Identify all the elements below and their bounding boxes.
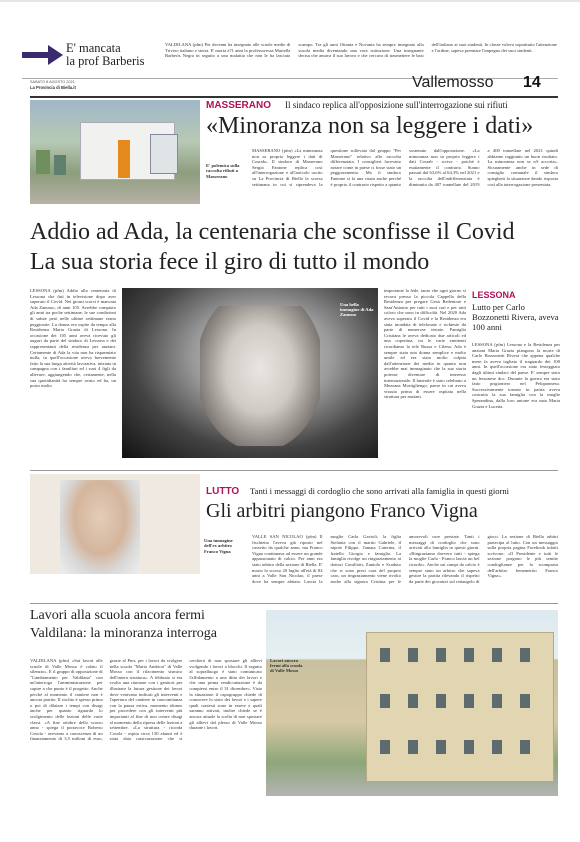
worker-figure (118, 140, 130, 178)
window (407, 693, 419, 709)
article-body: MASSERANO (pfm) «La minoranza non sa proprio leggere i dati di Cosrab». Il sindaco di Masserano Sergio Fantone replica così all'interrogazione e all'articolo uscito su La Provincia di Biella la scorsa settimana in cui si riprendeva la questione sollevata dal gruppo "Per Masserano" relativo alla raccolta differenziata. I consiglieri facevano notare come in paese ci fosse stato un peggioramento. Ma il sindaco Fantone si fa una risata anche perché è proprio il contrario rispetto a quanto sostenuto dall'opposizione. «La minoranza non sa proprio leggere i dati Cosrab - scrive - poiché è esattamente il contrario. Siamo passati dal 63,6% al 64,3% nel 2021 e la raccolta dell'indifferenziata è diminuita da 407 tonnellate del 2019 a 400 tonnellate nel 2021 quindi abbiamo raggiunto un buon risultato. La minoranza non se n'è accorta». Sicuramente anche in sede di consiglio comunale il sindaco spiegherà la situazione dando risposta così alla interrogazione presentata. (252, 148, 558, 187)
portrait-face (200, 306, 320, 446)
window (491, 647, 503, 663)
window (407, 647, 419, 663)
article-body: importante la fede, tanto che ogni giorno si recava presso la piccola Cappella della Residenza per pregare Gesù Redentore e Sant'Antonio per tutti i suoi cari e per tutti coloro che sono in difficoltà. Nel 2020 Ada aveva superato il Covid e la Residenza era stata inondata di telefonate e richieste da parte di numerose testate. Famiglia Cristiana le aveva dedicato due articoli ed una copertina, tra le varie emittenti ricordiamo la tele Russa e Cilena. Ada è sempre stata una donna semplice e molto umile ed era stata molto colpita dall'attenzione dei media in quanto non avrebbe mai immaginato che la sua storia potesse diventare di interesse internazionale. Il funerale è stato celebrato a Mezzana Mortigliengo, paese in cui aveva vissuto prima di essere ospitata nella struttura per anziani. (384, 288, 466, 400)
article-headline-line2[interactable]: Valdilana: la minoranza interroga (30, 626, 217, 641)
referee-portrait (60, 480, 140, 574)
window (435, 647, 447, 663)
photo-caption: Lavori ancora fermi alla scuola di Valle Mosso (270, 658, 303, 674)
waste-bin (36, 150, 50, 174)
article-headline[interactable]: Gli arbitri piangono Franco Vigna (206, 500, 478, 522)
article-body: VALLE SAN NICOLAO (pfm) Il fischietto l'aveva già riposto nel cassetto da qualche anno, ma Franco Vigna continuava ad essere un grande appassionato di calcio. Per anni era stato arbitro della sezione di Biella. E' morto lo scorso 20 luglio all'età di 84 anni a Valle San Nicolao, il paese dove ha sempre abitato. Lascia la moglie Carla Gavioli, la figlia Stefania con il marito Gabriele, il nipote Filippo, l'amata Caterina, il fratello Giorgio e famiglia. La famiglia rivolge un ringraziamento ai dottori Cavallotti, Zaniolo e Scaduto che si sono presi cura del proprio caro, un ringraziamento viene rivolto anche alla signora Cristina per le amorevoli cure prestate. Tanti i messaggi di cordoglio che sono arrivati alla famiglia in questi giorni. «Ringraziamo davvero tutti - spiega la moglie Carla - Franco lascia un bel ricordo». Anche sui campi da calcio è sempre stato un arbitro che sapeva gestire la partita rilevando il rispetto da parte dei giocatori sul rettangolo di gioco. La sezione di Biella arbitri partecipa al lutto. Con un messaggio sulla propria pagina Facebook infatti scrivono: «Il Presidente e tutti le sezione porgono le più sentite condoglianze per la scomparsa dell'arbitro benemerito Franco Vigna». (252, 534, 558, 584)
newspaper-name: La Provincia di Biella.it (30, 85, 76, 90)
page-number: 14 (523, 74, 541, 91)
photo-caption: Una immagine dell'ex arbitro Franco Vigna (204, 538, 233, 554)
window (407, 739, 419, 755)
window (519, 739, 531, 755)
arrow-right-icon (22, 44, 64, 66)
article-kicker: LESSONA (472, 290, 516, 300)
window (463, 693, 475, 709)
article-subhead[interactable]: Lutto per Carlo Bozzonetti Rivera, aveva 100 anni (472, 302, 559, 332)
section-title: Vallemosso (412, 74, 494, 91)
window (491, 693, 503, 709)
article-headline[interactable]: Addio ad Ada, la centenaria che sconfisse il Covid (30, 219, 515, 245)
waste-bin (54, 155, 66, 175)
divider (30, 470, 558, 471)
window (435, 693, 447, 709)
top-rule (0, 0, 580, 2)
window (519, 647, 531, 663)
article-body: LESSONA (pfm) Addio alla centenaria di Lessona che finì in televisione dopo aver superato il Covid. Nei giorni scorsi è mancata Ada Zanusso, di anni 105. Avrebbe compiuto gli anni tra poche settimane, le sue condizioni di salute però nelle ultime settimane erano peggiorate. La donna era ospite da tempo alla Residenza Maria Grazia di Lessona. In occasione dei 105 anni aveva ricevuto gli auguri da parte del sindaco di Lessona e dei rappresentanti della residenza per anziani. Certamente di Ada la vita non ha risparmiato nulla, in quell'occasione aveva brevemente fatto la sua lunga attività lavorativa, iniziata in campagna con i familiari ed i suoi 4 figli da allevare, aggiungendo che, certamente, nella sua quotidianità ha sempre avuto ed ha, un posto molto (30, 288, 116, 389)
truck-cab (150, 134, 178, 174)
article-subhead: Il sindaco replica all'opposizione sull'interrogazione sui rifiuti (285, 100, 508, 110)
window (463, 739, 475, 755)
photo-caption: E' polemica sulla raccolta rifiuti a Masserano (206, 163, 240, 179)
photo-caption: Una bella immagine di Ada Zanusso (340, 302, 374, 318)
teaser-text: VALDILANA (pfm) Per decenni ha insegnato alle scuole medie di Trivero italiano e storia. E' morta a71 anni la professoressa Mariella Barberis Negra in seguito a una malattia che non le ha lasciato scampo. Tra gli anni Ottanta e Novanta ha sempre insegnato alla scuola media diventando una vera istituzione. Una insegnante decisa che amava il suo lavoro e che cercava di trasmettere le basi dell'italiano ai suoi studenti. In classe voleva soprattutto l'attenzione e l'ordine, sapeva premiare l'impegno dei suoi studenti. (165, 42, 557, 59)
issue-date: SABATO 8 AGOSTO 2021 (30, 80, 75, 84)
window (379, 693, 391, 709)
window (379, 647, 391, 663)
teaser-title[interactable] (66, 42, 144, 68)
article-headline[interactable]: «Minoranza non sa leggere i dati» (206, 113, 534, 139)
teaser-title-line2: la prof Barberis (66, 54, 145, 68)
window (435, 739, 447, 755)
window (379, 739, 391, 755)
window (463, 647, 475, 663)
teaser-title-line1: E' mancata (66, 41, 121, 55)
divider (30, 603, 558, 604)
window (519, 693, 531, 709)
article-subhead: Tanti i messaggi di cordoglio che sono arrivati alla famiglia in questi giorni (250, 486, 510, 496)
article-body: VALDILANA (pfm) «Sui lavori alle scuole di Valle Mosso è calato il silenzio». E il gruppo di opposizione di "Cambiamento per Valdilana" con un'interroga l'amministrazione per capire a che punto è il progetto. Anche perché al momento il cantiere non è ancora partito. Il rischio è spesso prima o poi di dilatare i tempi con disagi anche per quanto riguarda lo svolgimento delle lezioni delle varie classi. «A fine ottobre dello scorso anno - spiega il portavoce Roberto Cosola - avevamo a conoscenza di un finanziamento di 3,5 milioni di euro, grazie al Pnrr, per i lavori da svolgere nella scuola "Mario Andrion" di Valle Mosso con il rifacimento sismico dell'intera struttura». A febbraio si era svolta una riunione con i genitori per illustrare la futura gestione dei lavori dove venivano indicati gli interventi e l'apertura del cantiere in concomitanza con la pausa estiva, momento idoneo per procedere con gli interventi più importanti al fine di non creare disagi al momento della ripresa delle lezioni a settembre. «La struttura - ricorda Cosola - ospita circa 130 alunni ed è stata data rassicurazione che si cercherà di non spostare gli allievi svolgendo i lavori a blocchi. Il seguito al sopralluogo è stato comunicato l'affidamento a una ditta dei lavori e che una prima rendicontazione è da compiersi entro il 31 dicembre». Vista la situazione il capogruppo chiede di conoscere lo stato dei lavori e i sapere quali contesti sono in essere e quali saranno attivati, inoltre chiede se è ancora attuale la scelta di non spostare gli allievi dal plesso di Valle Mosso durante i lavori. (30, 658, 262, 742)
article-body: LESSONA (pfm) Lessona e la Residenza per anziani Maria Grazia piangono la morte di Carlo Bozzonetti Rivera che appena qualche mese fa aveva tagliato il traguardo dei 100 anni. In quell'occasione era stato festeggiato dagli ultimi sindaci del paese. E' sempre stato un lessonese doc. Durante la guerra era stato fatto prigioniero nel Peloponneso. Successivamente tornato in patria aveva costruito la sua famiglia con la moglie Sperandina, dalla loro unione era nata Maria Grazia e Lucetta. (472, 342, 560, 409)
article-headline[interactable]: Lavori alla scuola ancora fermi (30, 608, 205, 623)
window (491, 739, 503, 755)
header-rule (30, 96, 558, 98)
article-kicker: LUTTO (206, 486, 240, 497)
school-building (366, 632, 554, 782)
article-headline-line2[interactable]: La sua storia fece il giro di tutto il mondo (30, 249, 430, 275)
article-kicker: MASSERANO (206, 100, 272, 111)
